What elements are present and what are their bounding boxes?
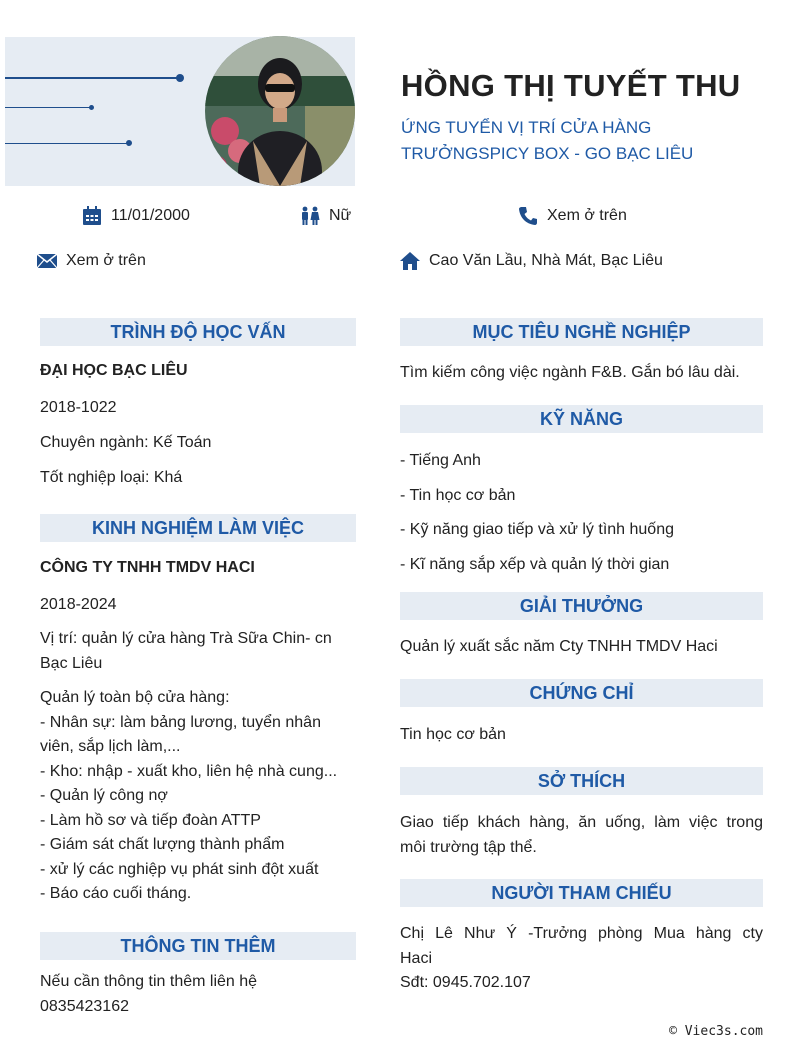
awards-heading: GIẢI THƯỞNG	[400, 592, 763, 620]
gender-icon	[300, 206, 320, 226]
certificates-heading: CHỨNG CHỈ	[400, 679, 763, 707]
role-line: Vị trí: quản lý cửa hàng Trà Sữa Chin- cn	[40, 630, 332, 647]
experience-details	[40, 686, 360, 907]
role-line: Bạc Liêu	[40, 654, 103, 672]
references-heading: NGƯỜI THAM CHIẾU	[400, 879, 763, 907]
certificate-text: Tin học cơ bản	[400, 726, 506, 743]
gender-info	[300, 206, 351, 226]
hobby-line: môi trường tập thể.	[400, 838, 537, 856]
additional-line: Nếu cần thông tin thêm liên hệ	[40, 973, 258, 990]
detail-line: - Kho: nhập - xuất kho, liên hệ nhà cung...	[40, 762, 338, 780]
phone-icon	[518, 206, 538, 226]
phone-info	[518, 206, 627, 226]
birthday-info	[82, 206, 190, 226]
detail-line: - Quản lý công nợ	[40, 787, 168, 804]
award-text: Quản lý xuất sắc năm Cty TNHH TMDV Haci	[400, 638, 718, 655]
decorative-line	[5, 143, 130, 144]
school-name: ĐẠI HỌC BẠC LIÊU	[40, 362, 188, 379]
experience-period: 2018-2024	[40, 596, 117, 613]
address-info	[400, 251, 663, 271]
decorative-line	[5, 107, 92, 108]
experience-role	[40, 627, 332, 676]
avatar	[205, 36, 355, 186]
additional-line: 0835423162	[40, 997, 129, 1015]
education-major: Chuyên ngành: Kế Toán	[40, 434, 212, 451]
skill-item: - Tin học cơ bản	[400, 487, 516, 504]
reference-line: Chị Lê Như Ý -Trưởng phòng Mua hàng cty	[400, 925, 763, 942]
references-text	[400, 922, 763, 996]
reference-line: Sđt: 0945.702.107	[400, 974, 531, 991]
email-text: Xem ở trên	[66, 252, 146, 269]
education-heading: TRÌNH ĐỘ HỌC VẤN	[40, 318, 356, 346]
decorative-dot	[89, 105, 94, 110]
detail-line: Quản lý toàn bộ cửa hàng:	[40, 689, 230, 706]
skill-item: - Tiếng Anh	[400, 452, 481, 469]
detail-line: viên, sắp lịch làm,...	[40, 738, 181, 755]
phone-text: Xem ở trên	[547, 207, 627, 224]
additional-heading: THÔNG TIN THÊM	[40, 932, 356, 960]
decorative-dot	[126, 140, 132, 146]
detail-line: - Báo cáo cuối tháng.	[40, 885, 192, 902]
detail-line: - Làm hồ sơ và tiếp đoàn ATTP	[40, 811, 261, 829]
detail-line: - Nhân sự: làm bảng lương, tuyển nhân	[40, 713, 321, 731]
skill-item: - Kỹ năng giao tiếp và xử lý tình huống	[400, 521, 674, 538]
additional-info	[40, 970, 257, 1019]
objective-text: Tìm kiếm công việc ngành F&B. Gắn bó lâu dài.	[400, 364, 740, 381]
calendar-icon	[82, 206, 102, 226]
decorative-line	[5, 77, 178, 79]
gender-text: Nữ	[329, 207, 352, 224]
detail-line: - xử lý các nghiệp vụ phát sinh đột xuất	[40, 860, 319, 878]
address-text: Cao Văn Lầu, Nhà Mát, Bạc Liêu	[429, 252, 663, 269]
hobbies-text	[400, 811, 763, 860]
email-info	[37, 251, 146, 271]
detail-line: - Giám sát chất lượng thành phẩm	[40, 836, 285, 853]
position-line: ỨNG TUYỂN VỊ TRÍ CỬA HÀNG	[401, 118, 652, 137]
hobbies-heading: SỞ THÍCH	[400, 767, 763, 795]
candidate-name: HỒNG THỊ TUYẾT THU	[401, 68, 741, 103]
decorative-dot	[176, 74, 184, 82]
applied-position	[401, 115, 761, 167]
skills-heading: KỸ NĂNG	[400, 405, 763, 433]
company-name: CÔNG TY TNHH TMDV HACI	[40, 559, 255, 576]
copyright-footer: © Viec3s.com	[669, 1024, 763, 1039]
experience-heading: KINH NGHIỆM LÀM VIỆC	[40, 514, 356, 542]
education-period: 2018-1022	[40, 399, 117, 416]
birthday-text: 11/01/2000	[111, 207, 190, 224]
hobby-line: Giao tiếp khách hàng, ăn uống, làm việc trong	[400, 814, 763, 831]
position-line: TRƯỞNGSPICY BOX - GO BẠC LIÊU	[401, 144, 694, 163]
skill-item: - Kĩ năng sắp xếp và quản lý thời gian	[400, 556, 670, 573]
education-grade: Tốt nghiệp loại: Khá	[40, 469, 183, 486]
objective-heading: MỤC TIÊU NGHỀ NGHIỆP	[400, 318, 763, 346]
home-icon	[400, 251, 420, 271]
mail-icon	[37, 251, 57, 271]
reference-line: Haci	[400, 949, 433, 967]
